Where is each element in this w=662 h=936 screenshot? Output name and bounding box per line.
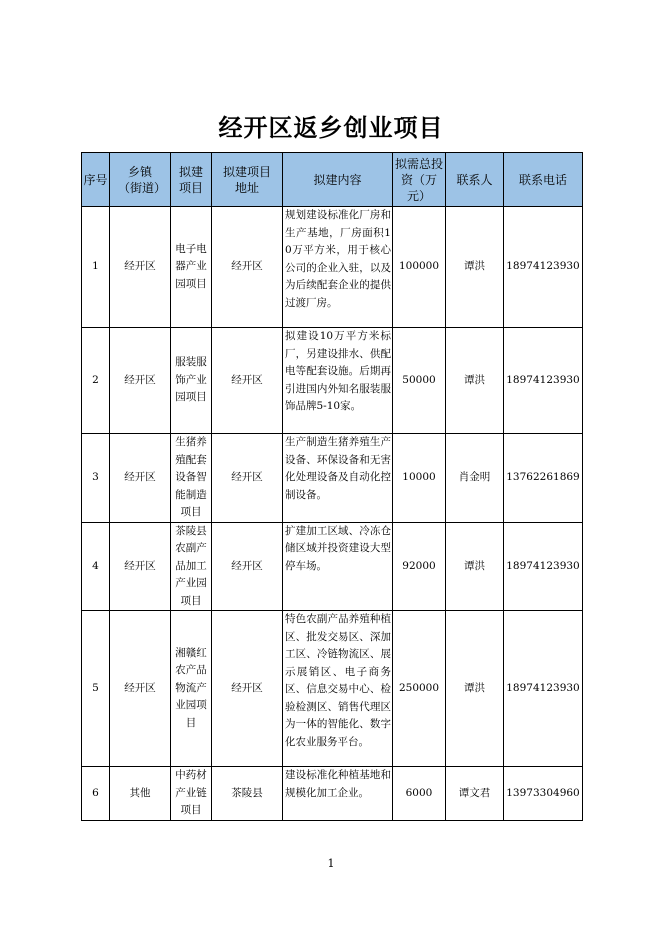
cell-town: 经开区 [110,328,171,434]
header-investment: 拟需总投资（万元） [393,153,446,207]
cell-index: 3 [82,434,110,523]
page-number: 1 [327,857,335,870]
cell-phone: 18974123930 [504,207,583,328]
cell-project: 茶陵县农副产品加工产业园项目 [171,522,212,611]
cell-project: 生猪养殖配套设备智能制造项目 [171,434,212,523]
cell-project: 服装服饰产业园项目 [171,328,212,434]
cell-content: 拟建设10万平方米标厂，另建设排水、供配电等配套设施。后期再引进国内外知名服装服饰品牌5-10家。 [283,328,393,434]
cell-address: 经开区 [212,207,283,328]
cell-index: 1 [82,207,110,328]
cell-project: 电子电器产业园项目 [171,207,212,328]
cell-address: 茶陵县 [212,767,283,821]
cell-index: 4 [82,522,110,611]
table-row [82,767,583,821]
cell-content: 规划建设标准化厂房和生产基地，厂房面积10万平方米，用于核心公司的企业入驻，以及为后续配套企业的提供过渡厂房。 [283,207,393,328]
cell-investment: 92000 [393,522,446,611]
header-town: 乡镇（街道） [110,153,171,207]
cell-contact: 谭洪 [446,207,504,328]
cell-address: 经开区 [212,522,283,611]
table-row [82,522,583,611]
cell-index: 5 [82,611,110,767]
cell-contact: 谭文君 [446,767,504,821]
cell-content: 扩建加工区域、冷冻仓储区域并投资建设大型停车场。 [283,522,393,611]
project-table [81,152,583,821]
table-row [82,207,583,328]
header-project: 拟建项目 [171,153,212,207]
cell-contact: 谭洪 [446,611,504,767]
cell-investment: 250000 [393,611,446,767]
cell-contact: 谭洪 [446,522,504,611]
cell-phone: 18974123930 [504,522,583,611]
cell-address: 经开区 [212,434,283,523]
table-row [82,611,583,767]
header-address: 拟建项目地址 [212,153,283,207]
cell-investment: 100000 [393,207,446,328]
cell-investment: 6000 [393,767,446,821]
cell-town: 经开区 [110,207,171,328]
cell-project: 中药材产业链项目 [171,767,212,821]
cell-phone: 18974123930 [504,328,583,434]
cell-investment: 10000 [393,434,446,523]
cell-content: 特色农副产品养殖种植区、批发交易区、深加工区、冷链物流区、展示展销区、电子商务区、信息交易中心、检验检测区、销售代理区为一体的智能化、数字化农业服务平台。 [283,611,393,767]
page-title: 经开区返乡创业项目 [218,113,444,142]
header-contact: 联系人 [446,153,504,207]
cell-content: 建设标准化种植基地和规模化加工企业。 [283,767,393,821]
cell-project: 湘赣红农产品物流产业园项目 [171,611,212,767]
cell-contact: 谭洪 [446,328,504,434]
cell-town: 经开区 [110,522,171,611]
header-phone: 联系电话 [504,153,583,207]
cell-town: 经开区 [110,611,171,767]
cell-index: 2 [82,328,110,434]
table-header-row [82,153,583,207]
cell-content: 生产制造生猪养殖生产设备、环保设备和无害化处理设备及自动化控制设备。 [283,434,393,523]
cell-town: 经开区 [110,434,171,523]
cell-address: 经开区 [212,328,283,434]
table-row [82,434,583,523]
header-index: 序号 [82,153,110,207]
cell-phone: 18974123930 [504,611,583,767]
cell-phone: 13973304960 [504,767,583,821]
cell-index: 6 [82,767,110,821]
cell-town: 其他 [110,767,171,821]
header-content: 拟建内容 [283,153,393,207]
cell-phone: 13762261869 [504,434,583,523]
cell-investment: 50000 [393,328,446,434]
table-row [82,328,583,434]
cell-contact: 肖金明 [446,434,504,523]
cell-address: 经开区 [212,611,283,767]
